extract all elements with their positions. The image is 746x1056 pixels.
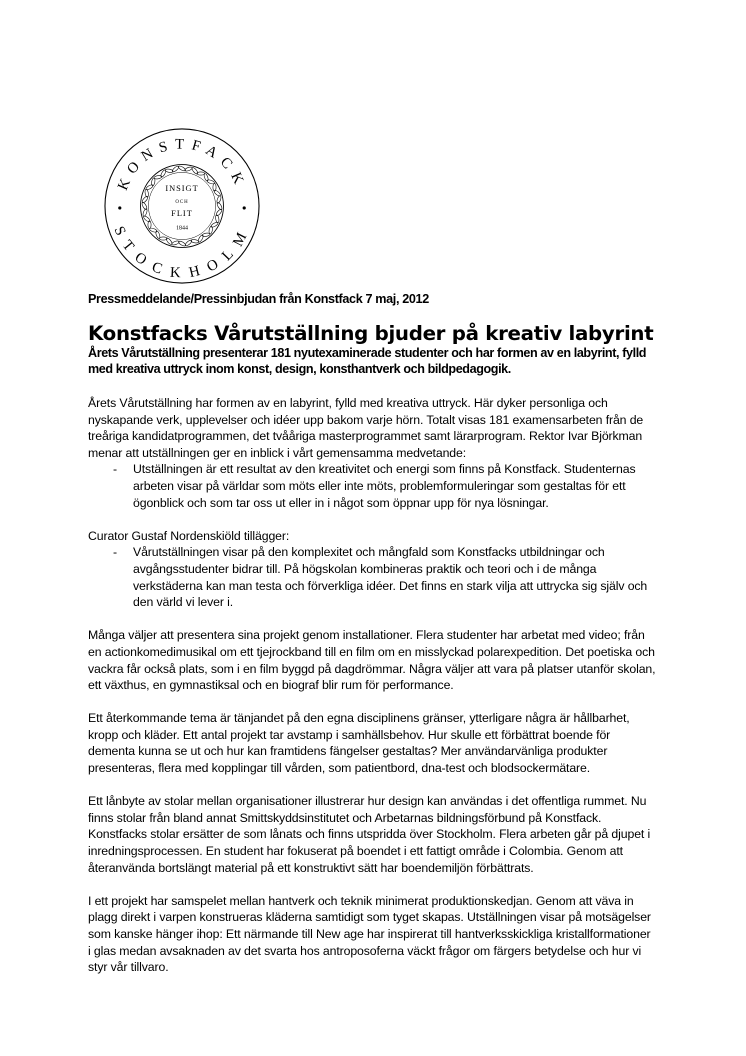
seal-icon <box>103 127 261 285</box>
laurel-leaf <box>171 240 180 246</box>
laurel-leaf <box>184 166 193 172</box>
paragraph-2: Många väljer att presentera sina projekt genom installationer. Flera studenter har arbetat med video; från en actionkomedimusikal om ett tjejrockband till en film om en misslyckad polarexpedition. Det poetiska och vackra får också plats, som i en film byggd på dagdrömmar. Några väljer att vara på platser utanför skolan, ett växthus, en gymnastiksal och en biograf blir rum för performance. <box>88 628 656 693</box>
laurel-leaf <box>216 195 222 204</box>
lede: Årets Vårutställning presenterar 181 nyutexaminerade studenter och har formen av en labyrint, fylld med kreativa uttryck inom konst, design, konsthantverk och bildpedagogik. <box>88 346 647 376</box>
laurel-wreath <box>141 165 224 248</box>
list-dash: - <box>113 545 117 560</box>
laurel-leaf <box>141 202 148 210</box>
seal-ring-bottom: STOCKHOLM <box>110 223 254 282</box>
press-release-body <box>88 291 656 992</box>
paragraph-4: Ett lånbyte av stolar mellan organisationer illustrerar hur design kan användas i det offentliga rummet. Nu finns stolar från bland annat Smittskyddsinstitutet och Arbetarnas bildningsförbund på Konstfack. Konstfacks stolar ersätter de som lånats och finns utspridda över Stockholm. Flera arbeten går på djupet i inredningsprocessen. En student har fokuserat på boendet i ett fattigt område i Colombia. Genom att återanvända bortslängt material på ett konstruktivt sätt har boendemiljön förbättrats. <box>88 794 651 875</box>
seal-ring-top: KONSTFACK <box>115 136 249 193</box>
paragraph-3: Ett återkommande tema är tänjandet på den egna disciplinens gränser, ytterligare några är hållbarhet, kropp och kläder. Ett antal projekt tar avstamp i samhällsbehov. Hur skulle ett förbättrat boende för dementa kunna se ut och hur kan framtidens fängelser gestaltas? Mer användarvänliga produkter presenteras, flera med kopplingar till vården, som patientbord, dna-test och blodsockermätare. <box>88 711 630 776</box>
quote-curator-text: Vårutställningen visar på den komplexitet och mångfald som Konstfacks utbildningar och avgångsstudenter bidrar till. På högskolan kombineras praktik och teori och i de många verkstäderna kan man testa och förverkliga idéer. Det finns en stark vilja att uttrycka sig själv och den värld vi lever i. <box>133 545 648 610</box>
svg-text:STOCKHOLM <box>111 224 253 281</box>
konstfack-seal-logo <box>103 127 261 285</box>
headline: Konstfacks Vårutställning bjuder på kreativ labyrint <box>88 322 654 345</box>
laurel-leaf <box>197 172 205 175</box>
quote-curator <box>88 544 656 610</box>
paragraph-5: I ett projekt har samspelet mellan hantverk och teknik minimerat produktionskedjan. Genom att väva in plagg direkt i varpen konstrueras kläderna samtidigt som tyget skapas. Utställningen visar på motsägelser som kanske hänger ihop: Ett närmande till New age har inspirerat till hantverksskickliga kristallformationer i glas medan avsaknaden av det svarta hos antroposoferna väckt frågor om färgers betydelse och hur vi styr vår tillvaro. <box>88 893 651 975</box>
quote-rector-text: Utställningen är ett resultat av den kreativitet och energi som finns på Konstfack. Studenternas arbeten visar på världar som möts eller inte möts, problemformuleringar som gestaltas för ett ögonblick och som tar oss ut eller in i något som öppnar upp för nya lösningar. <box>133 462 636 510</box>
quote-rector <box>88 461 656 511</box>
seal-motto-flit: FLIT <box>171 208 193 218</box>
paragraph-1: Årets Vårutställning har formen av en labyrint, fylld med kreativa uttryck. Här dyker personliga och nyskapande verk, upplevelser och idéer upp bakom varje hörn. Totalt visas 181 examensarbeten från de treåriga kandidatprogrammen, det tvååriga masterprogrammet samt lärarprogram. Rektor Ivar Björkman menar att utställningen ger en inblick i vårt gemensamma medvetande: <box>88 396 644 460</box>
seal-motto-insigt: INSIGT <box>165 184 199 194</box>
laurel-leaf <box>213 183 216 191</box>
article-text <box>88 395 656 976</box>
curator-intro: Curator Gustaf Nordenskiöld tillägger: <box>88 528 290 543</box>
seal-motto-och: OCH <box>175 200 189 206</box>
laurel-leaf <box>159 237 167 240</box>
press-line: Pressmeddelande/Pressinbjudan från Konstfack 7 maj, 2012 <box>88 292 429 306</box>
laurel-leaf <box>148 221 151 229</box>
seal-year: 1844 <box>176 225 188 232</box>
list-dash: - <box>113 462 117 477</box>
